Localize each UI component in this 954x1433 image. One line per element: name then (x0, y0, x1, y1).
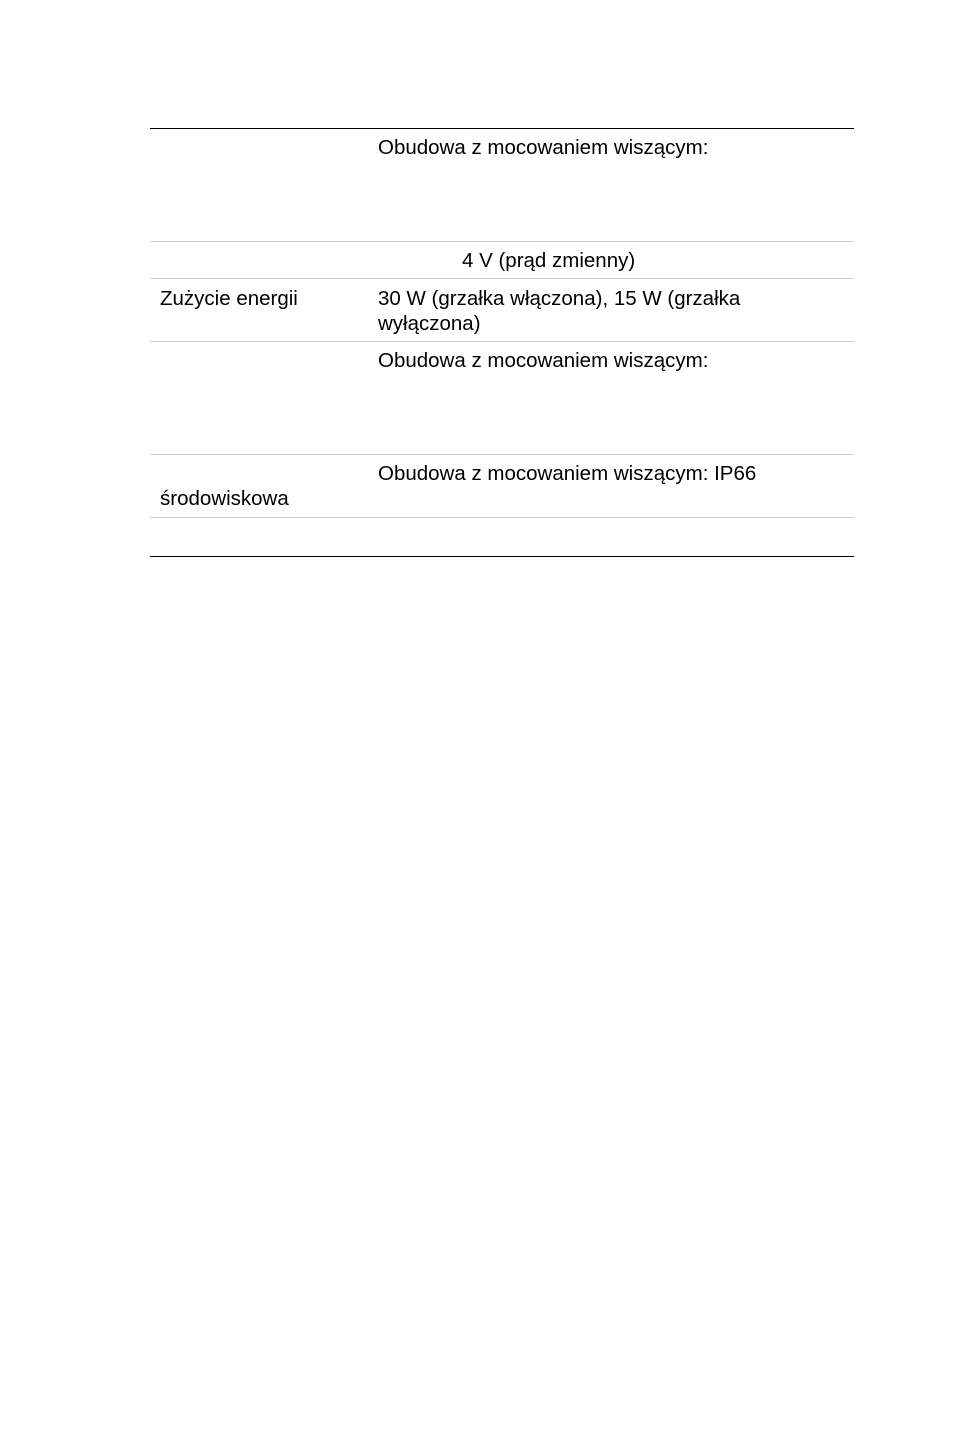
row-value: 30 W (grzałka włączona), 15 W (grzałka (378, 287, 741, 310)
row-label: środowiskowa (160, 487, 289, 510)
row-value: Obudowa z mocowaniem wiszącym: (378, 136, 709, 159)
table-row (150, 518, 854, 556)
row-value-continued: wyłączona) (378, 312, 481, 335)
table-row (150, 279, 854, 342)
table-row (150, 129, 854, 242)
spec-table (150, 128, 854, 557)
row-value: Obudowa z mocowaniem wiszącym: (378, 349, 709, 372)
row-value: 4 V (prąd zmienny) (462, 249, 636, 272)
row-value: Obudowa z mocowaniem wiszącym: IP66 (378, 462, 757, 485)
table-row (150, 455, 854, 518)
row-label: Zużycie energii (160, 287, 298, 310)
table-row (150, 242, 854, 279)
table-row (150, 342, 854, 455)
